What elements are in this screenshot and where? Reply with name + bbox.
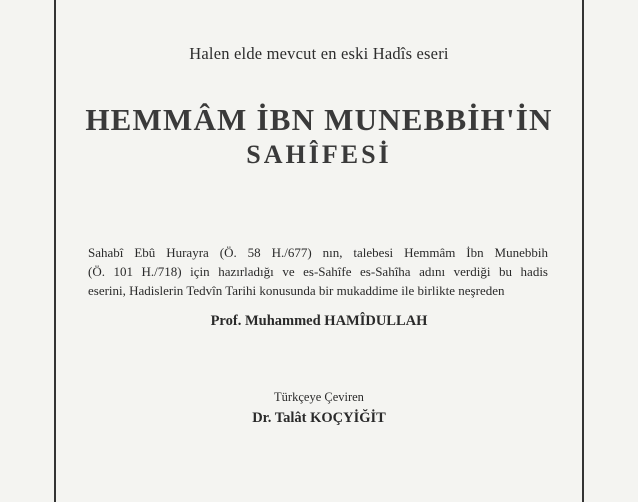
translator-name: Dr. Talât KOÇYİĞİT	[252, 410, 386, 426]
book-title-line-2: SAHÎFESİ	[246, 140, 392, 169]
author-name: Prof. Muhammed HAMÎDULLAH	[210, 313, 428, 329]
subtitle: Halen elde mevcut en eski Hadîs eseri	[189, 44, 449, 63]
book-title-line-1: HEMMÂM İBN MUNEBBİH'İN	[85, 102, 553, 137]
description-line: (Ö. 101 H./718) için hazırladığı ve es-Sahîfe es-Sahîha adını verdiği bu hadis	[88, 264, 548, 279]
translated-by-label: Türkçeye Çeviren	[274, 390, 364, 404]
description-line: eserini, Hadislerin Tedvîn Tarihi konusunda bir mukaddime ile birlikte neşreden	[88, 283, 505, 298]
description-line: Sahabî Ebû Hurayra (Ö. 58 H./677) nın, talebesi Hemmâm İbn Munebbih	[88, 245, 548, 260]
description-paragraph	[88, 243, 548, 300]
